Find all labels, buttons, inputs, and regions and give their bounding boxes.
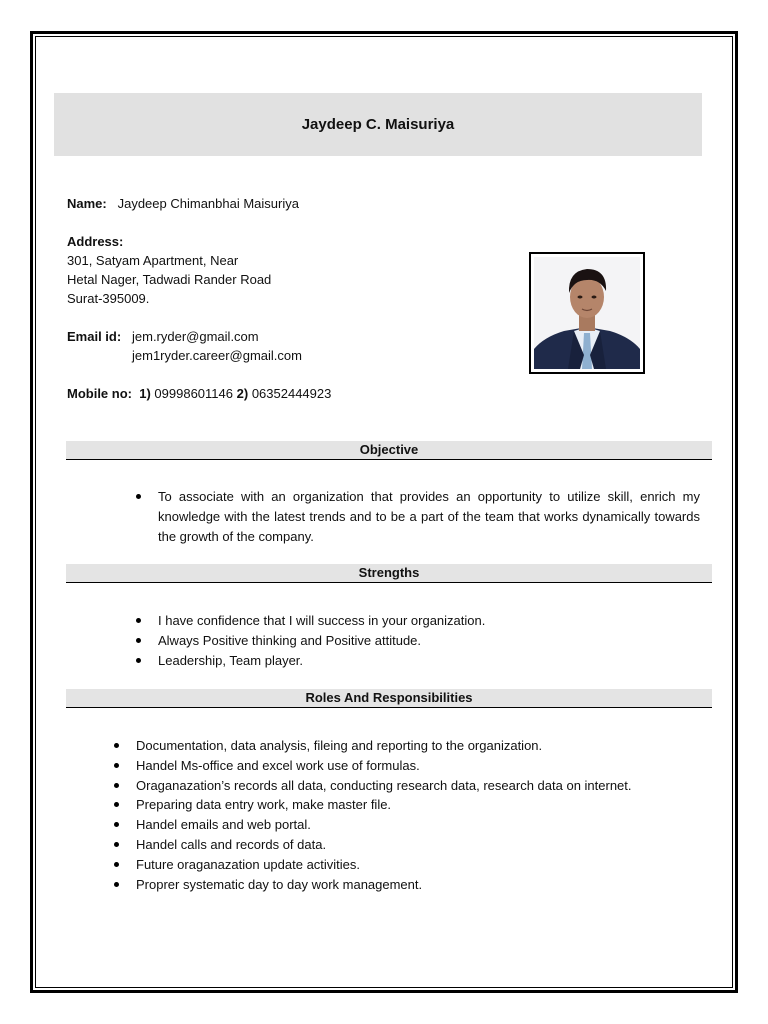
list-item: Handel emails and web portal. xyxy=(114,815,704,835)
name-label: Name: xyxy=(67,196,107,211)
mobile-label: Mobile no: xyxy=(67,386,132,401)
email-label: Email id: xyxy=(67,329,122,344)
list-item: Future oraganazation update activities. xyxy=(114,855,704,875)
mobile-2-prefix: 2) xyxy=(236,386,249,401)
address-label: Address: xyxy=(67,234,124,249)
person-photo-icon xyxy=(534,257,640,369)
resume-title: Jaydeep C. Maisuriya xyxy=(301,116,455,133)
mobile-1-prefix: 1) xyxy=(139,386,151,401)
name-value: Jaydeep Chimanbhai Maisuriya xyxy=(117,196,299,211)
name-row xyxy=(67,194,299,213)
section-header-roles: Roles And Responsibilities xyxy=(66,689,712,708)
email-1: jem.ryder@gmail.com xyxy=(132,329,259,344)
mobile-2: 06352444923 xyxy=(251,386,332,401)
section-header-strengths: Strengths xyxy=(66,564,712,583)
list-item: Preparing data entry work, make master file. xyxy=(114,795,704,815)
section-header-objective: Objective xyxy=(66,441,712,460)
list-item: I have confidence that I will success in your organization. xyxy=(136,611,700,631)
list-item: Documentation, data analysis, fileing and reporting to the organization. xyxy=(114,736,704,756)
email-2: jem1ryder.career@gmail.com xyxy=(132,348,302,363)
list-item: Oraganazation’s records all data, conducting research data, research data on internet. xyxy=(114,776,704,796)
address-line-3: Surat-395009. xyxy=(67,291,150,306)
objective-list xyxy=(136,487,700,546)
mobile-1: 09998601146 xyxy=(154,386,233,401)
address-line-2: Hetal Nager, Tadwadi Rander Road xyxy=(67,272,272,287)
list-item: Proprer systematic day to day work management. xyxy=(114,875,704,895)
roles-list xyxy=(114,736,704,894)
mobile-row xyxy=(67,384,331,403)
list-item: Handel calls and records of data. xyxy=(114,835,704,855)
list-item: Leadership, Team player. xyxy=(136,651,700,671)
list-item: Always Positive thinking and Positive attitude. xyxy=(136,631,700,651)
strengths-list xyxy=(136,611,700,670)
header-bar xyxy=(54,93,702,156)
list-item: Handel Ms-office and excel work use of formulas. xyxy=(114,756,704,776)
list-item: To associate with an organization that provides an opportunity to utilize skill, enrich my knowledge with the latest trends and to be a part of the team that works dynamically towards the growth of the company. xyxy=(136,487,700,546)
address-line-1: 301, Satyam Apartment, Near xyxy=(67,253,239,268)
profile-photo xyxy=(529,252,645,374)
